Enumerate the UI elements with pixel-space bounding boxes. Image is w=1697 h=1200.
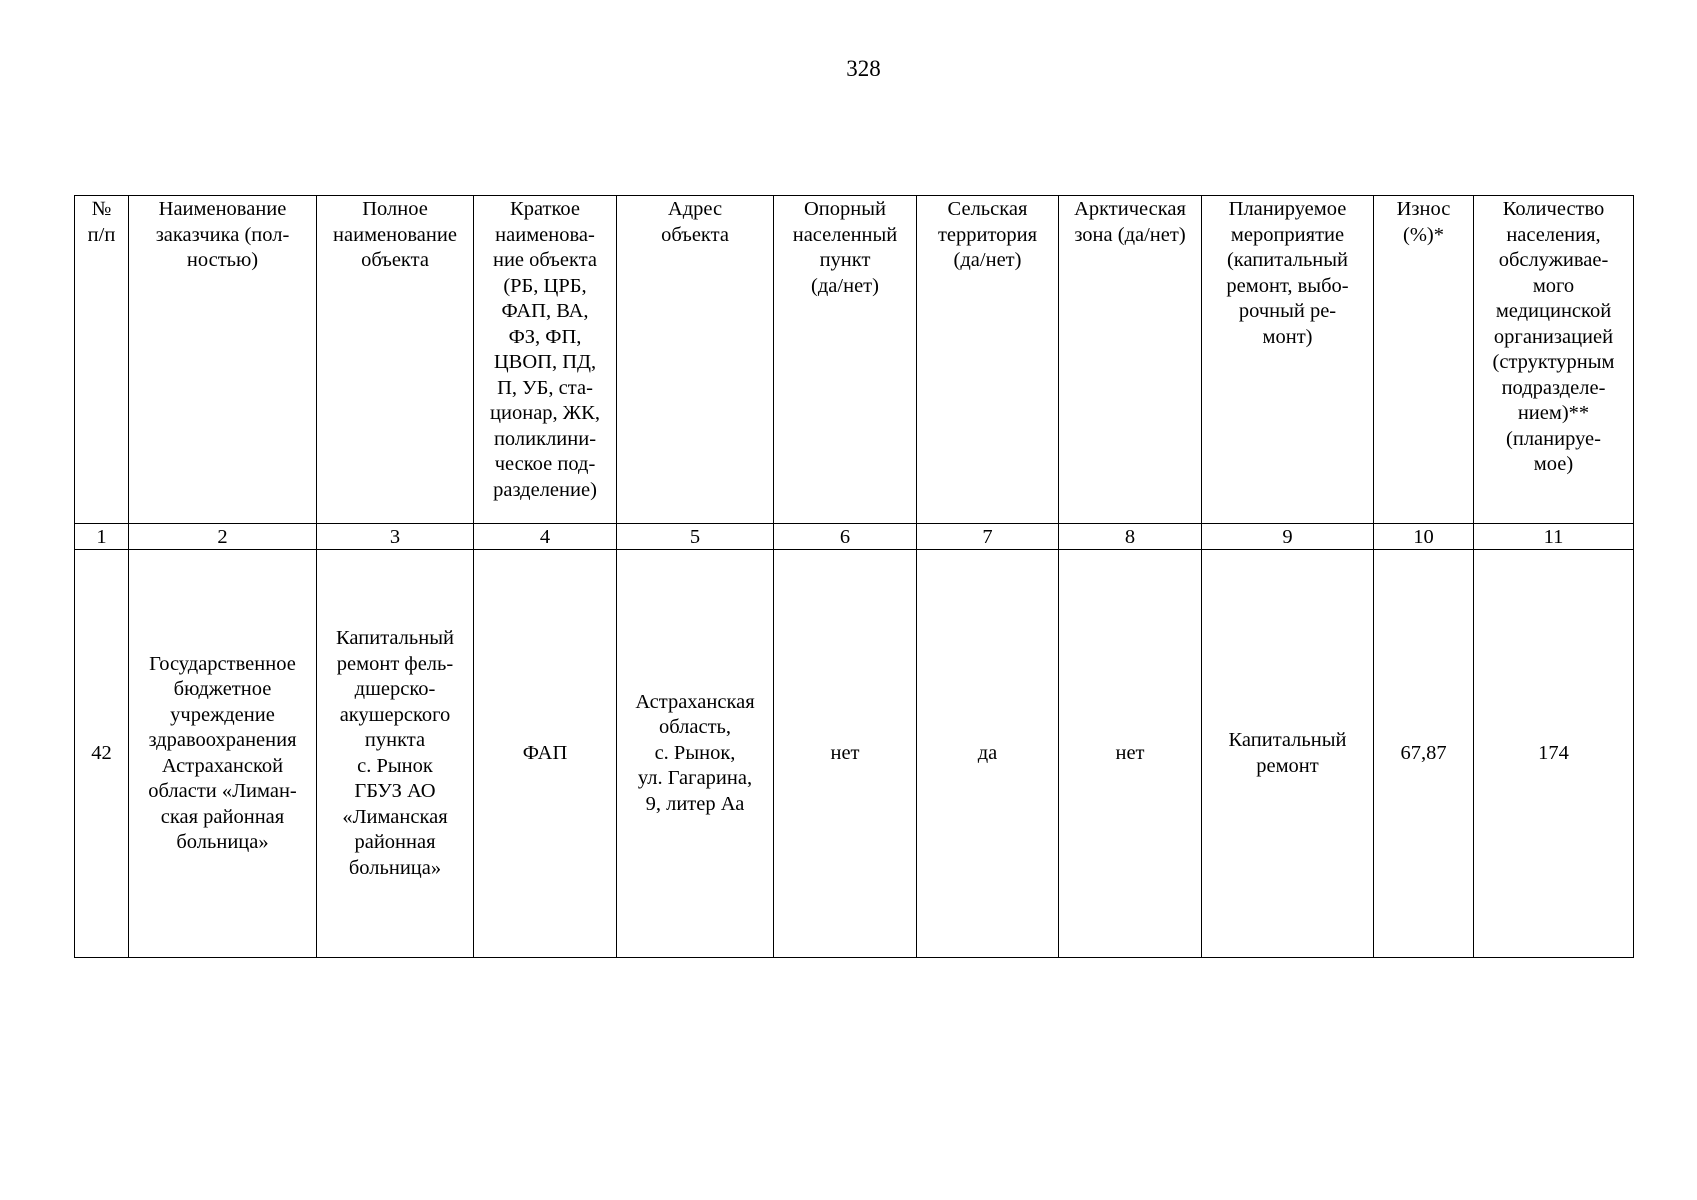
column-number: 9 — [1202, 524, 1374, 550]
header-short-name: Краткое наименова- ние объекта (РБ, ЦРБ, ФАП, ВА, ФЗ, ФП, ЦВОП, ПД, П, УБ, ста- ционар, ЖК, поликлини- ческое под- разделение) — [474, 196, 617, 524]
column-number: 10 — [1374, 524, 1474, 550]
page-number: 328 — [846, 56, 881, 81]
cell-rural: да — [917, 550, 1059, 958]
header-customer: Наименование заказчика (пол- ностью) — [129, 196, 317, 524]
header-arctic: Арктическая зона (да/нет) — [1059, 196, 1202, 524]
column-number: 6 — [774, 524, 917, 550]
cell-full-name: Капитальный ремонт фель- дшерско- акушерского пункта с. Рынок ГБУЗ АО «Лиманская районная больница» — [317, 550, 474, 958]
column-number: 4 — [474, 524, 617, 550]
cell-number: 42 — [75, 550, 129, 958]
cell-wear: 67,87 — [1374, 550, 1474, 958]
column-number-row — [75, 524, 1634, 550]
table-row — [75, 550, 1634, 958]
header-full-name: Полное наименование объекта — [317, 196, 474, 524]
cell-population: 174 — [1474, 550, 1634, 958]
header-population: Количество населения, обслуживае- мого медицинской организацией (структурным подразделе- нием)** (планируе- мое) — [1474, 196, 1634, 524]
column-number: 8 — [1059, 524, 1202, 550]
facilities-table — [74, 195, 1634, 958]
cell-planned-measure: Капитальный ремонт — [1202, 550, 1374, 958]
header-support-settlement: Опорный населенный пункт (да/нет) — [774, 196, 917, 524]
header-wear: Износ (%)* — [1374, 196, 1474, 524]
cell-support-settlement: нет — [774, 550, 917, 958]
column-number: 11 — [1474, 524, 1634, 550]
cell-arctic: нет — [1059, 550, 1202, 958]
cell-address: Астраханская область, с. Рынок, ул. Гагарина, 9, литер Аа — [617, 550, 774, 958]
column-number: 7 — [917, 524, 1059, 550]
table-header-row — [75, 196, 1634, 524]
column-number: 5 — [617, 524, 774, 550]
header-planned-measure: Планируемое мероприятие (капитальный ремонт, выбо- рочный ре- монт) — [1202, 196, 1374, 524]
cell-short-name: ФАП — [474, 550, 617, 958]
column-number: 1 — [75, 524, 129, 550]
header-number: № п/п — [75, 196, 129, 524]
column-number: 3 — [317, 524, 474, 550]
cell-customer: Государственное бюджетное учреждение здравоохранения Астраханской области «Лиман- ская районная больница» — [129, 550, 317, 958]
header-address: Адрес объекта — [617, 196, 774, 524]
header-rural: Сельская территория (да/нет) — [917, 196, 1059, 524]
column-number: 2 — [129, 524, 317, 550]
